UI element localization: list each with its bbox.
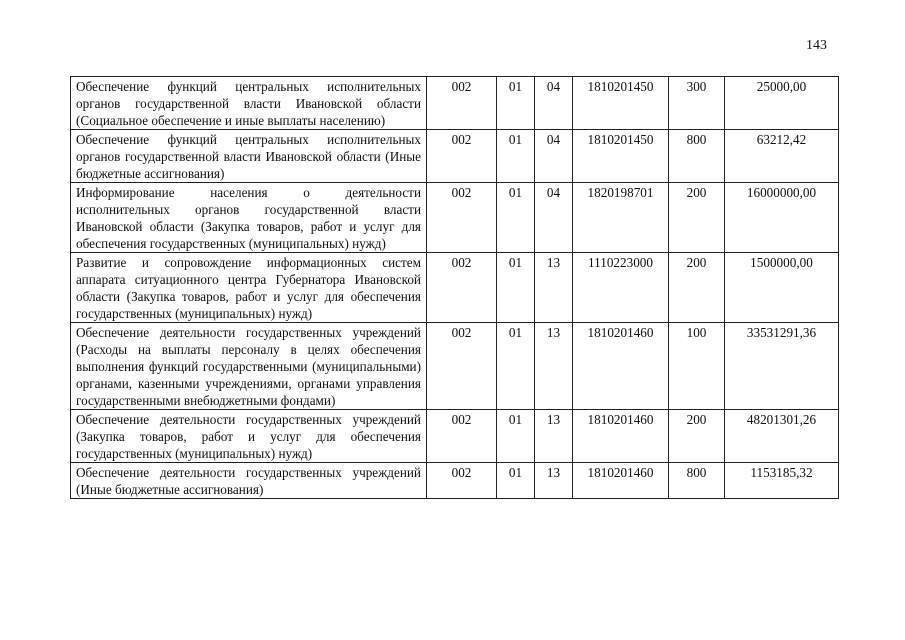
section-code: 01	[497, 463, 535, 499]
section-code: 01	[497, 183, 535, 253]
subsection-code: 13	[535, 463, 573, 499]
budget-table	[70, 76, 839, 499]
amount: 1153185,32	[725, 463, 839, 499]
expense-type-code: 800	[669, 463, 725, 499]
ministry-code: 002	[427, 77, 497, 130]
row-description: Обеспечение деятельности государственных учреждений (Иные бюджетные ассигнования)	[71, 463, 427, 499]
row-description: Обеспечение функций центральных исполнительных органов государственной власти Ивановской области (Иные бюджетные ассигнования)	[71, 130, 427, 183]
table-row	[71, 323, 839, 410]
table-row	[71, 410, 839, 463]
subsection-code: 04	[535, 77, 573, 130]
amount: 48201301,26	[725, 410, 839, 463]
amount: 63212,42	[725, 130, 839, 183]
table-row	[71, 463, 839, 499]
row-description: Развитие и сопровождение информационных систем аппарата ситуационного центра Губернатора Ивановской области (Закупка товаров, работ и услуг для обеспечения государственных (муниципальных) нужд)	[71, 253, 427, 323]
amount: 16000000,00	[725, 183, 839, 253]
amount: 25000,00	[725, 77, 839, 130]
subsection-code: 04	[535, 183, 573, 253]
target-code: 1110223000	[573, 253, 669, 323]
table-row	[71, 130, 839, 183]
table-row	[71, 77, 839, 130]
subsection-code: 13	[535, 323, 573, 410]
table-row	[71, 183, 839, 253]
ministry-code: 002	[427, 130, 497, 183]
ministry-code: 002	[427, 410, 497, 463]
expense-type-code: 200	[669, 253, 725, 323]
target-code: 1810201460	[573, 323, 669, 410]
expense-type-code: 300	[669, 77, 725, 130]
row-description: Информирование населения о деятельности исполнительных органов государственной власти Ивановской области (Закупка товаров, работ и услуг для обеспечения государственных (муниципальных) нужд)	[71, 183, 427, 253]
target-code: 1810201460	[573, 463, 669, 499]
ministry-code: 002	[427, 323, 497, 410]
subsection-code: 13	[535, 410, 573, 463]
section-code: 01	[497, 410, 535, 463]
target-code: 1810201450	[573, 130, 669, 183]
target-code: 1820198701	[573, 183, 669, 253]
amount: 33531291,36	[725, 323, 839, 410]
expense-type-code: 800	[669, 130, 725, 183]
row-description: Обеспечение функций центральных исполнительных органов государственной власти Ивановской области (Социальное обеспечение и иные выплаты населению)	[71, 77, 427, 130]
ministry-code: 002	[427, 183, 497, 253]
row-description: Обеспечение деятельности государственных учреждений (Закупка товаров, работ и услуг для обеспечения государственных (муниципальных) нужд)	[71, 410, 427, 463]
subsection-code: 13	[535, 253, 573, 323]
amount: 1500000,00	[725, 253, 839, 323]
section-code: 01	[497, 323, 535, 410]
expense-type-code: 200	[669, 183, 725, 253]
target-code: 1810201460	[573, 410, 669, 463]
ministry-code: 002	[427, 463, 497, 499]
page-number: 143	[806, 38, 827, 53]
ministry-code: 002	[427, 253, 497, 323]
subsection-code: 04	[535, 130, 573, 183]
section-code: 01	[497, 253, 535, 323]
row-description: Обеспечение деятельности государственных учреждений (Расходы на выплаты персоналу в целях обеспечения выполнения функций государственными (муниципальными) органами, казенными учреждениями, органами управления государственными внебюджетными фондами)	[71, 323, 427, 410]
table-row	[71, 253, 839, 323]
target-code: 1810201450	[573, 77, 669, 130]
expense-type-code: 100	[669, 323, 725, 410]
section-code: 01	[497, 77, 535, 130]
section-code: 01	[497, 130, 535, 183]
expense-type-code: 200	[669, 410, 725, 463]
